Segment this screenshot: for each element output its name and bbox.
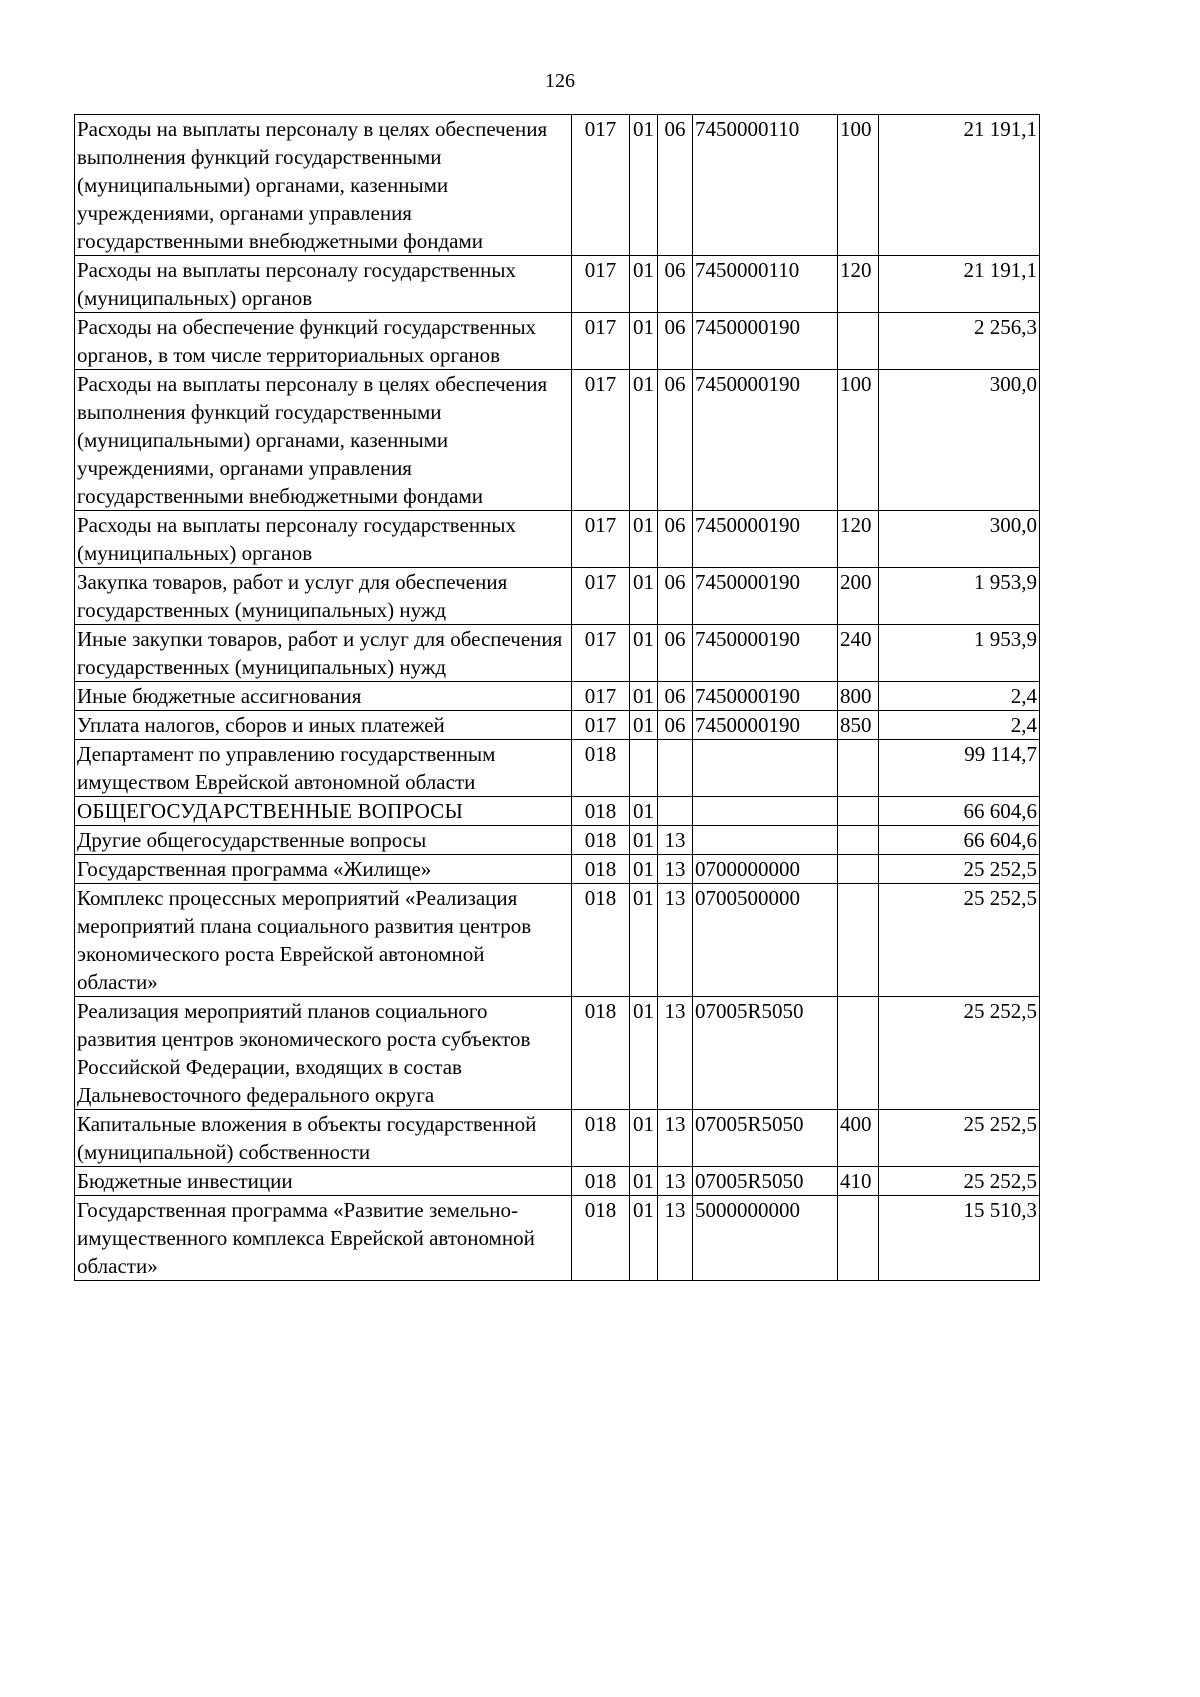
amount-cell: 15 510,3	[879, 1196, 1040, 1281]
amount-cell: 300,0	[879, 370, 1040, 511]
expense-name-cell: Иные закупки товаров, работ и услуг для обеспечения государственных (муниципальных) нужд	[75, 625, 572, 682]
table-row	[75, 115, 1040, 256]
ministry-code-cell: 017	[572, 370, 630, 511]
target-article-code-cell: 7450000110	[693, 115, 838, 256]
expense-name-cell: Государственная программа «Развитие земельно-имущественного комплекса Еврейской автономной области»	[75, 1196, 572, 1281]
expense-type-code-cell	[838, 884, 879, 997]
expense-type-code-cell: 120	[838, 256, 879, 313]
amount-cell: 25 252,5	[879, 997, 1040, 1110]
target-article-code-cell	[693, 826, 838, 855]
subsection-code-cell: 06	[658, 313, 693, 370]
target-article-code-cell: 7450000190	[693, 511, 838, 568]
section-code-cell: 01	[630, 682, 658, 711]
expense-name-cell: ОБЩЕГОСУДАРСТВЕННЫЕ ВОПРОСЫ	[75, 797, 572, 826]
table-row	[75, 997, 1040, 1110]
section-code-cell: 01	[630, 884, 658, 997]
ministry-code-cell: 017	[572, 625, 630, 682]
ministry-code-cell: 017	[572, 682, 630, 711]
expense-type-code-cell: 410	[838, 1167, 879, 1196]
expense-type-code-cell: 850	[838, 711, 879, 740]
expense-type-code-cell: 200	[838, 568, 879, 625]
table-row	[75, 625, 1040, 682]
target-article-code-cell: 07005R5050	[693, 1167, 838, 1196]
subsection-code-cell	[658, 740, 693, 797]
target-article-code-cell: 7450000190	[693, 568, 838, 625]
expense-name-cell: Расходы на выплаты персоналу государственных (муниципальных) органов	[75, 511, 572, 568]
subsection-code-cell: 13	[658, 997, 693, 1110]
ministry-code-cell: 017	[572, 313, 630, 370]
ministry-code-cell: 018	[572, 1167, 630, 1196]
target-article-code-cell: 7450000190	[693, 711, 838, 740]
table-row	[75, 711, 1040, 740]
table-body	[75, 115, 1040, 1281]
target-article-code-cell: 7450000190	[693, 625, 838, 682]
table-row	[75, 740, 1040, 797]
amount-cell: 25 252,5	[879, 1167, 1040, 1196]
target-article-code-cell: 7450000190	[693, 313, 838, 370]
amount-cell: 1 953,9	[879, 625, 1040, 682]
table-row	[75, 826, 1040, 855]
expense-name-cell: Другие общегосударственные вопросы	[75, 826, 572, 855]
expense-name-cell: Бюджетные инвестиции	[75, 1167, 572, 1196]
ministry-code-cell: 018	[572, 826, 630, 855]
target-article-code-cell: 0700000000	[693, 855, 838, 884]
expense-type-code-cell	[838, 797, 879, 826]
amount-cell: 21 191,1	[879, 256, 1040, 313]
subsection-code-cell: 06	[658, 256, 693, 313]
amount-cell: 99 114,7	[879, 740, 1040, 797]
section-code-cell: 01	[630, 711, 658, 740]
amount-cell: 2 256,3	[879, 313, 1040, 370]
subsection-code-cell: 06	[658, 370, 693, 511]
expense-name-cell: Иные бюджетные ассигнования	[75, 682, 572, 711]
section-code-cell: 01	[630, 256, 658, 313]
expense-type-code-cell: 100	[838, 370, 879, 511]
subsection-code-cell: 13	[658, 884, 693, 997]
target-article-code-cell: 5000000000	[693, 1196, 838, 1281]
subsection-code-cell: 06	[658, 511, 693, 568]
amount-cell: 21 191,1	[879, 115, 1040, 256]
target-article-code-cell: 7450000190	[693, 682, 838, 711]
section-code-cell: 01	[630, 313, 658, 370]
expense-name-cell: Расходы на выплаты персоналу в целях обеспечения выполнения функций государственными (муниципальными) органами, казенными учреждениями, органами управления государственными внебюджетными фондами	[75, 115, 572, 256]
ministry-code-cell: 018	[572, 1196, 630, 1281]
section-code-cell: 01	[630, 625, 658, 682]
expense-name-cell: Реализация мероприятий планов социального развития центров экономического роста субъектов Российской Федерации, входящих в состав Дальневосточного федерального округа	[75, 997, 572, 1110]
subsection-code-cell: 13	[658, 1196, 693, 1281]
expense-name-cell: Закупка товаров, работ и услуг для обеспечения государственных (муниципальных) нужд	[75, 568, 572, 625]
amount-cell: 1 953,9	[879, 568, 1040, 625]
subsection-code-cell: 06	[658, 568, 693, 625]
ministry-code-cell: 018	[572, 997, 630, 1110]
section-code-cell: 01	[630, 511, 658, 568]
expense-name-cell: Уплата налогов, сборов и иных платежей	[75, 711, 572, 740]
ministry-code-cell: 017	[572, 568, 630, 625]
page-number: 126	[545, 70, 575, 92]
table-row	[75, 855, 1040, 884]
expense-type-code-cell	[838, 826, 879, 855]
subsection-code-cell: 06	[658, 625, 693, 682]
table-row	[75, 256, 1040, 313]
ministry-code-cell: 017	[572, 115, 630, 256]
table-row	[75, 511, 1040, 568]
expense-type-code-cell	[838, 997, 879, 1110]
table-row	[75, 797, 1040, 826]
budget-table	[74, 114, 1040, 1281]
section-code-cell: 01	[630, 997, 658, 1110]
section-code-cell: 01	[630, 855, 658, 884]
expense-name-cell: Расходы на выплаты персоналу в целях обеспечения выполнения функций государственными (муниципальными) органами, казенными учреждениями, органами управления государственными внебюджетными фондами	[75, 370, 572, 511]
section-code-cell: 01	[630, 115, 658, 256]
table-row	[75, 884, 1040, 997]
expense-type-code-cell: 120	[838, 511, 879, 568]
amount-cell: 2,4	[879, 711, 1040, 740]
ministry-code-cell: 018	[572, 797, 630, 826]
amount-cell: 25 252,5	[879, 884, 1040, 997]
expense-type-code-cell	[838, 1196, 879, 1281]
target-article-code-cell: 7450000110	[693, 256, 838, 313]
expense-type-code-cell	[838, 313, 879, 370]
amount-cell: 300,0	[879, 511, 1040, 568]
section-code-cell: 01	[630, 370, 658, 511]
expense-name-cell: Департамент по управлению государственным имуществом Еврейской автономной области	[75, 740, 572, 797]
expense-name-cell: Государственная программа «Жилище»	[75, 855, 572, 884]
target-article-code-cell: 07005R5050	[693, 997, 838, 1110]
section-code-cell: 01	[630, 1196, 658, 1281]
amount-cell: 25 252,5	[879, 855, 1040, 884]
expense-type-code-cell	[838, 855, 879, 884]
target-article-code-cell: 7450000190	[693, 370, 838, 511]
ministry-code-cell: 018	[572, 884, 630, 997]
amount-cell: 66 604,6	[879, 797, 1040, 826]
amount-cell: 66 604,6	[879, 826, 1040, 855]
subsection-code-cell: 06	[658, 711, 693, 740]
table-row	[75, 370, 1040, 511]
subsection-code-cell: 13	[658, 1167, 693, 1196]
section-code-cell	[630, 740, 658, 797]
expense-type-code-cell	[838, 740, 879, 797]
ministry-code-cell: 018	[572, 855, 630, 884]
table-row	[75, 568, 1040, 625]
amount-cell: 25 252,5	[879, 1110, 1040, 1167]
ministry-code-cell: 017	[572, 256, 630, 313]
target-article-code-cell	[693, 797, 838, 826]
ministry-code-cell: 018	[572, 1110, 630, 1167]
subsection-code-cell: 13	[658, 826, 693, 855]
table-row	[75, 682, 1040, 711]
table-row	[75, 1196, 1040, 1281]
ministry-code-cell: 017	[572, 711, 630, 740]
ministry-code-cell: 018	[572, 740, 630, 797]
expense-name-cell: Расходы на выплаты персоналу государственных (муниципальных) органов	[75, 256, 572, 313]
target-article-code-cell	[693, 740, 838, 797]
expense-name-cell: Капитальные вложения в объекты государственной (муниципальной) собственности	[75, 1110, 572, 1167]
expense-name-cell: Комплекс процессных мероприятий «Реализация мероприятий плана социального развития центров экономического роста Еврейской автономной области»	[75, 884, 572, 997]
ministry-code-cell: 017	[572, 511, 630, 568]
expense-type-code-cell: 100	[838, 115, 879, 256]
subsection-code-cell	[658, 797, 693, 826]
subsection-code-cell: 13	[658, 855, 693, 884]
section-code-cell: 01	[630, 1110, 658, 1167]
expense-type-code-cell: 240	[838, 625, 879, 682]
subsection-code-cell: 06	[658, 682, 693, 711]
subsection-code-cell: 06	[658, 115, 693, 256]
table-row	[75, 1167, 1040, 1196]
table-row	[75, 313, 1040, 370]
table-row	[75, 1110, 1040, 1167]
section-code-cell: 01	[630, 568, 658, 625]
subsection-code-cell: 13	[658, 1110, 693, 1167]
expense-type-code-cell: 800	[838, 682, 879, 711]
amount-cell: 2,4	[879, 682, 1040, 711]
target-article-code-cell: 07005R5050	[693, 1110, 838, 1167]
section-code-cell: 01	[630, 1167, 658, 1196]
target-article-code-cell: 0700500000	[693, 884, 838, 997]
expense-type-code-cell: 400	[838, 1110, 879, 1167]
expense-name-cell: Расходы на обеспечение функций государственных органов, в том числе территориальных органов	[75, 313, 572, 370]
section-code-cell: 01	[630, 797, 658, 826]
section-code-cell: 01	[630, 826, 658, 855]
